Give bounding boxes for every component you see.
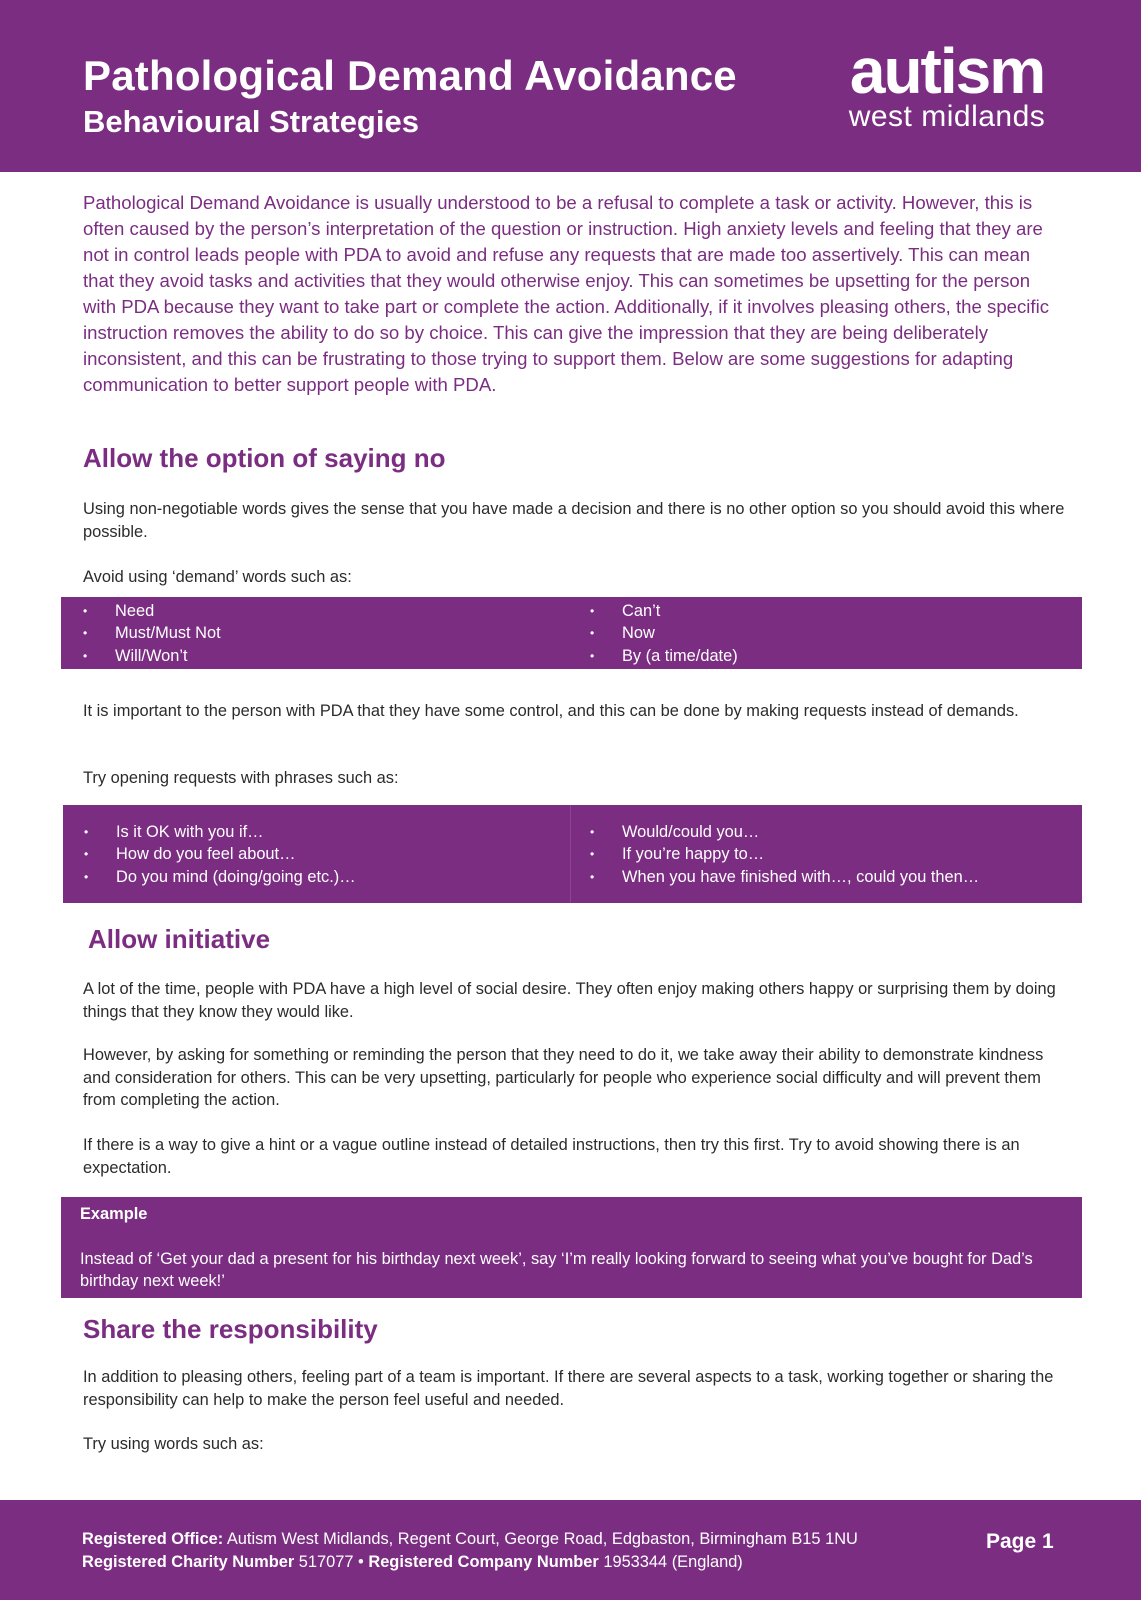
section-heading-allow-initiative: Allow initiative xyxy=(88,924,271,954)
list-item: • How do you feel about… xyxy=(84,843,356,865)
paragraph: If there is a way to give a hint or a vague outline instead of detailed instructions, then try this first. Try to avoid showing there is an expectation. xyxy=(83,1136,1020,1177)
bullet-icon: • xyxy=(590,869,595,884)
bullet-icon: • xyxy=(84,825,89,839)
section-heading-saying-no: Allow the option of saying no xyxy=(83,443,446,473)
page-footer xyxy=(0,1500,1141,1600)
list-item: • When you have finished with…, could you then… xyxy=(590,866,979,888)
separator-bullet: • xyxy=(358,1553,364,1571)
section-heading-share-responsibility: Share the responsibility xyxy=(83,1314,378,1344)
phrases-left-column xyxy=(84,821,356,919)
list-item: • Will/Won’t xyxy=(83,645,221,667)
bullet-icon: • xyxy=(83,604,88,618)
list-item: • Must/Must Not xyxy=(83,622,221,644)
bullet-icon: • xyxy=(84,847,89,862)
list-item: • Need xyxy=(83,600,221,622)
page-title: Pathological Demand Avoidance xyxy=(83,52,737,99)
bullet-icon: • xyxy=(83,626,88,641)
list-item: • Can’t xyxy=(590,600,738,622)
bullet-icon: • xyxy=(590,648,595,663)
logo-wordmark: autism xyxy=(849,35,1045,107)
registered-office-line: Registered Office: Autism West Midlands, Regent Court, George Road, Edgbaston, Birmingham B15 1NU xyxy=(82,1530,858,1548)
example-text: Instead of ‘Get your dad a present for his birthday next week’, say ‘I’m really looking forward to seeing what you’ve bought for Dad’s birthday next week!’ xyxy=(80,1250,1033,1291)
list-item: • If you’re happy to… xyxy=(590,843,979,865)
page-header xyxy=(0,0,1141,172)
paragraph: Try using words such as: xyxy=(83,1435,264,1453)
intro-paragraph: Pathological Demand Avoidance is usually understood to be a refusal to complete a task or activity. However, this is often caused by the person’s interpretation of the question or instruction. High anxiety levels and feeling that they are not in control leads people with PDA to avoid and refuse any requests that are made too assertively. This can mean that they avoid tasks and activities that they would otherwise enjoy. This can sometimes be upsetting for the person with PDA because they want to take part or complete the action. Additionally, if it involves pleasing others, the specific instruction removes the ability to do so by choice. This can give the impression that they are being deliberately inconsistent, and this can be frustrating to those trying to support them. Below are some suggestions for adapting communication to better support people with PDA. xyxy=(83,192,1050,395)
paragraph: However, by asking for something or reminding the person that they need to do it, we take away their ability to demonstrate kindness and consideration for others. This can be very upsetting, particularly for people who experience social difficulty and will prevent them from completing the action. xyxy=(83,1046,1044,1109)
page-number: Page 1 xyxy=(986,1530,1054,1553)
example-label: Example xyxy=(80,1205,148,1223)
logo-subtext: west midlands xyxy=(848,100,1046,133)
paragraph: Using non-negotiable words gives the sense that you have made a decision and there is no other option so you should avoid this where possible. xyxy=(83,500,1065,541)
registration-numbers-line: Registered Charity Number 517077 • Registered Company Number 1953344 (England) xyxy=(82,1553,743,1571)
bullet-icon: • xyxy=(590,825,595,839)
bullet-icon: • xyxy=(590,847,595,862)
example-box xyxy=(61,1197,1082,1298)
paragraph: In addition to pleasing others, feeling part of a team is important. If there are several aspects to a task, working together or sharing the responsibility can help to make the person feel useful and needed. xyxy=(83,1368,1054,1409)
demand-words-right-column xyxy=(590,600,738,672)
list-item: • Is it OK with you if… xyxy=(84,821,356,843)
demand-words-box xyxy=(61,597,1082,669)
request-phrases-box xyxy=(63,805,1082,903)
bullet-icon: • xyxy=(590,626,595,641)
autism-west-midlands-logo xyxy=(832,35,1062,133)
demand-words-left-column xyxy=(83,600,221,672)
paragraph: Avoid using ‘demand’ words such as: xyxy=(83,568,352,586)
list-item: • Would/could you… xyxy=(590,821,979,843)
bullet-icon: • xyxy=(590,604,595,618)
list-item: • Now xyxy=(590,622,738,644)
page-subtitle: Behavioural Strategies xyxy=(83,104,419,139)
paragraph: A lot of the time, people with PDA have a high level of social desire. They often enjoy making others happy or surprising them by doing things that they know they would like. xyxy=(83,980,1056,1021)
bullet-icon: • xyxy=(83,648,88,663)
paragraph: It is important to the person with PDA that they have some control, and this can be done by making requests instead of demands. xyxy=(83,702,1019,720)
column-divider xyxy=(570,805,571,903)
list-item: • Do you mind (doing/going etc.)… xyxy=(84,866,356,888)
paragraph: Try opening requests with phrases such as: xyxy=(83,769,399,787)
phrases-right-column xyxy=(590,821,979,919)
bullet-icon: • xyxy=(84,869,89,884)
list-item: • By (a time/date) xyxy=(590,645,738,667)
